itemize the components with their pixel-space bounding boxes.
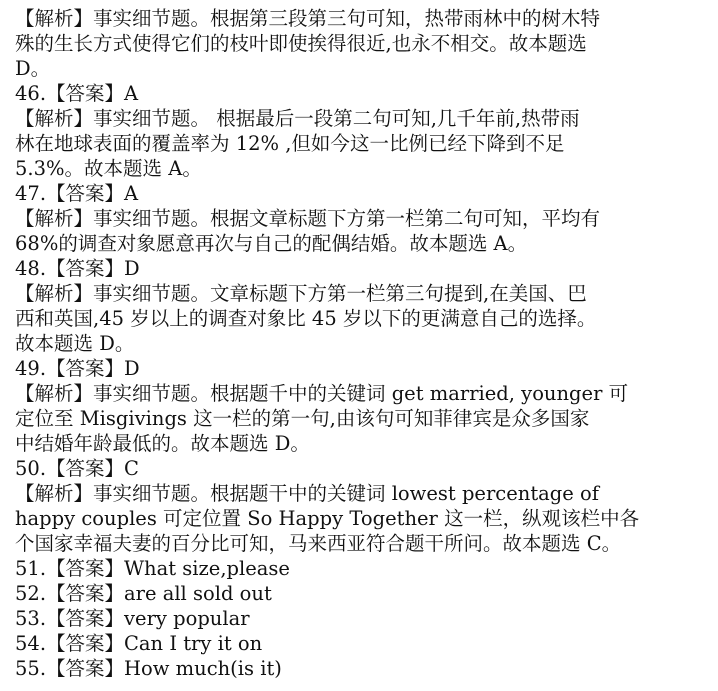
text-line: 西和英国,45 岁以上的调查对象比 45 岁以下的更满意自己的选择。 [15, 307, 597, 330]
text-line: 【解析】事实细节题。根据第三段第三句可知，热带雨林中的树木特 [15, 7, 601, 30]
answer-line-50: 50.【答案】C [15, 457, 139, 480]
answer-line-48: 48.【答案】D [15, 257, 140, 280]
text-line: 中结婚年龄最低的。故本题选 D。 [15, 432, 310, 455]
answer-line-54: 54.【答案】Can I try it on [15, 632, 263, 655]
answer-line-49: 49.【答案】D [15, 357, 140, 380]
text-line: 68%的调查对象愿意再次与自己的配偶结婚。故本题选 A。 [15, 232, 528, 255]
text-line: 殊的生长方式使得它们的枝叶即使挨得很近,也永不相交。故本题选 [15, 32, 587, 55]
text-line: happy couples 可定位置 So Happy Together 这一栏，纵观该栏中各 [15, 507, 640, 530]
text-line: 【解析】事实细节题。根据文章标题下方第一栏第二句可知，平均有 [15, 207, 601, 230]
text-line: 【解析】事实细节题。根据题干中的关键词 lowest percentage of [15, 482, 599, 505]
text-line: 【解析】事实细节题。文章标题下方第一栏第三句提到,在美国、巴 [15, 282, 587, 305]
text-line: 故本题选 D。 [15, 332, 135, 355]
text-line: 【解析】事实细节题。根据题千中的关键词 get married, younger 可 [15, 382, 629, 405]
answer-line-51: 51.【答案】What size,please [15, 557, 290, 580]
answer-line-55: 55.【答案】How much(is it) [15, 657, 282, 680]
text-line: 林在地球表面的覆盖率为 12% ,但如今这一比例已经下降到不足 [15, 132, 565, 155]
text-line: 【解析】事实细节题。 根据最后一段第二句可知,几千年前,热带雨 [15, 107, 580, 130]
answer-line-46: 46.【答案】A [15, 82, 139, 105]
text-line: 5.3%。故本题选 A。 [15, 157, 202, 180]
answer-document [15, 6, 713, 681]
answer-line-52: 52.【答案】are all sold out [15, 582, 272, 605]
answer-line-53: 53.【答案】very popular [15, 607, 250, 630]
answer-line-47: 47.【答案】A [15, 182, 139, 205]
text-line: D。 [15, 57, 51, 80]
text-line: 定位至 Misgivings 这一栏的第一句,由该句可知菲律宾是众多国家 [15, 407, 590, 430]
text-line: 个国家幸福夫妻的百分比可知，马来西亚符合题干所问。故本题选 C。 [15, 532, 622, 555]
